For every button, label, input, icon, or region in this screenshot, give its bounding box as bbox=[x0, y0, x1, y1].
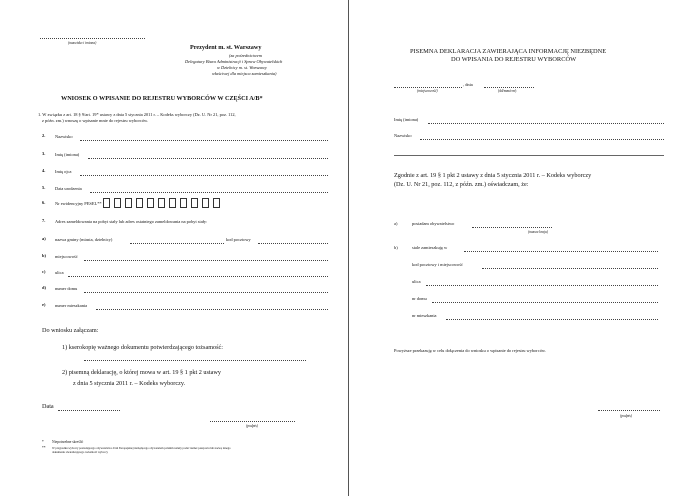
house-number-label: numer domu bbox=[55, 286, 78, 291]
surname-input[interactable] bbox=[80, 140, 328, 141]
item-a-number: a) bbox=[394, 221, 398, 226]
pesel-label: Nr ewidencyjny PESEL** bbox=[55, 201, 102, 206]
surname-label: Nazwisko bbox=[55, 134, 73, 139]
declaration-date-input[interactable] bbox=[484, 87, 534, 88]
addressee-line-1: (za pośrednictwem bbox=[229, 53, 262, 58]
attachment-2-line-2: z dnia 5 stycznia 2011 r. – Kodeks wyborczy. bbox=[73, 380, 186, 387]
flat-number-input[interactable] bbox=[446, 319, 658, 320]
first-names-label: Imię (imiona) bbox=[55, 152, 80, 157]
field-number: 5. bbox=[42, 185, 46, 190]
postal-code-label: kod pocztowy bbox=[226, 237, 251, 242]
residence-country-label: stale zamieszkuję w bbox=[412, 245, 448, 250]
flat-number-input[interactable] bbox=[96, 309, 328, 310]
postal-code-input[interactable] bbox=[258, 243, 328, 244]
application-heading: WNIOSEK O WPISANIE DO REJESTRU WYBORCÓW W CZĘŚCI A/B* bbox=[61, 95, 263, 102]
pesel-digit-box[interactable] bbox=[180, 198, 187, 208]
birth-date-input[interactable] bbox=[90, 192, 328, 193]
place-date-separator: , dnia bbox=[463, 82, 473, 87]
pesel-digit-box[interactable] bbox=[125, 198, 132, 208]
field-number: 3. bbox=[42, 151, 46, 156]
citizenship-label: posiadam obywatelstwo bbox=[412, 221, 455, 226]
flat-number-label: numer mieszkania bbox=[55, 303, 88, 308]
signature-caption: (podpis) bbox=[620, 414, 632, 418]
pesel-digit-box[interactable] bbox=[147, 198, 154, 208]
citizenship-input[interactable] bbox=[472, 227, 552, 228]
declaration-line-1: Zgodnie z art. 19 § 1 pkt 2 ustawy z dnia 5 stycznia 2011 r. – Kodeks wyborczy bbox=[394, 172, 592, 179]
field-number: 6. bbox=[42, 200, 46, 205]
intro-line-1: 1. W związku z art. 18 § 9/art. 19* ustawy z dnia 5 stycznia 2011 r. – Kodeks wyborczy (Dz. U. Nr 21, poz. 112, bbox=[38, 112, 236, 117]
section-separator bbox=[394, 155, 664, 156]
street-label: ulica bbox=[55, 270, 64, 275]
declaration-heading-line-1: PISEMNA DEKLARACJA ZAWIERAJĄCA INFORMACJĘ NIEZBĘDNE bbox=[410, 48, 607, 55]
street-input[interactable] bbox=[426, 285, 658, 286]
declaration-line-2: (Dz. U. Nr 21, poz. 112, z późn. zm.) oświadczam, że: bbox=[394, 181, 529, 188]
footnote-1: Niepotrzebne skreślić bbox=[52, 440, 84, 444]
attachment-1: 1) kserokopię ważnego dokumentu potwierdzającego tożsamość: bbox=[62, 344, 223, 351]
page-divider bbox=[348, 0, 349, 496]
footnote-2-line-1: W przypadku wyborcy posiadającego obywatelstwo Unii Europejskiej niebędącego obywatelem polskim należy podać numer paszportu lub nazwę innego bbox=[52, 446, 231, 450]
locality-input[interactable] bbox=[84, 260, 328, 261]
pesel-digit-box[interactable] bbox=[158, 198, 165, 208]
pesel-digit-box[interactable] bbox=[191, 198, 198, 208]
footnote-mark: ** bbox=[42, 446, 46, 450]
field-number: d) bbox=[42, 285, 46, 290]
attachments-title: Do wniosku załączam: bbox=[42, 327, 99, 334]
municipality-label: nazwa gminy (miasta, dzielnicy) bbox=[55, 237, 113, 242]
date-format-caption: (dd/mm/rrrr) bbox=[498, 89, 517, 93]
pesel-digit-box[interactable] bbox=[202, 198, 209, 208]
applicant-name-caption: (nazwisko i imiona) bbox=[68, 41, 97, 45]
first-names-input[interactable] bbox=[88, 158, 328, 159]
addressee-title: Prezydent m. st. Warszawy bbox=[190, 44, 262, 51]
residence-country-input[interactable] bbox=[464, 251, 658, 252]
identity-document-input[interactable] bbox=[84, 360, 306, 361]
country-caption: (nazwa kraju) bbox=[528, 230, 549, 234]
addressee-line-3: w Dzielnicy m. st. Warszawy bbox=[217, 65, 267, 70]
footnote-2-line-2: dokumentu stwierdzającego tożsamość wyborcy bbox=[52, 450, 108, 454]
address-heading: Adres zameldowania na pobyt stały lub adres ostatniego zameldowania na pobyt stały: bbox=[55, 219, 208, 224]
written-declaration-page bbox=[350, 0, 700, 496]
pesel-digit-box[interactable] bbox=[169, 198, 176, 208]
birth-date-label: Data urodzenia bbox=[55, 186, 82, 191]
field-number: 4. bbox=[42, 168, 46, 173]
date-label: Data bbox=[42, 403, 54, 410]
pesel-digit-box[interactable] bbox=[213, 198, 220, 208]
date-input[interactable] bbox=[58, 410, 120, 411]
voter-registration-application-page bbox=[0, 0, 348, 496]
item-b-number: b) bbox=[394, 245, 398, 250]
addressee-line-4: właściwej dla miejsca zamieszkania) bbox=[212, 71, 277, 76]
pesel-digit-box[interactable] bbox=[114, 198, 121, 208]
postal-locality-label: kod pocztowy i miejscowość bbox=[412, 262, 463, 267]
place-input[interactable] bbox=[394, 87, 462, 88]
father-name-input[interactable] bbox=[80, 175, 328, 176]
pesel-digit-box[interactable] bbox=[136, 198, 143, 208]
declaration-heading-line-2: DO WPISANIA DO REJESTRU WYBORCÓW bbox=[451, 56, 577, 63]
purpose-statement: Powyższe przekazuję w celu dołączenia do wniosku o wpisanie do rejestru wyborców. bbox=[394, 348, 546, 353]
field-number: c) bbox=[42, 269, 46, 274]
surname-input[interactable] bbox=[420, 139, 664, 140]
municipality-input[interactable] bbox=[130, 243, 224, 244]
house-number-input[interactable] bbox=[84, 292, 328, 293]
place-caption: (miejscowość) bbox=[417, 89, 438, 93]
locality-label: miejscowość bbox=[55, 254, 78, 259]
addressee-line-2: Delegatury Biura Administracji i Spraw Obywatelskich bbox=[185, 59, 283, 64]
intro-line-2: z późn. zm.) wnoszę o wpisanie mnie do rejestru wyborców. bbox=[42, 118, 149, 123]
field-number: e) bbox=[42, 302, 46, 307]
signature-caption: (podpis) bbox=[246, 424, 258, 428]
house-number-label: nr domu bbox=[412, 296, 427, 301]
father-name-label: Imię ojca bbox=[55, 169, 72, 174]
field-number: 7. bbox=[42, 218, 46, 223]
street-input[interactable] bbox=[68, 276, 328, 277]
pesel-digit-box[interactable] bbox=[103, 198, 110, 208]
surname-label: Nazwisko bbox=[394, 133, 412, 138]
first-names-input[interactable] bbox=[428, 123, 664, 124]
applicant-name-line[interactable] bbox=[40, 38, 145, 39]
field-number: b) bbox=[42, 253, 46, 258]
field-number: a) bbox=[42, 236, 46, 241]
attachment-2-line-1: 2) pisemną deklarację, o której mowa w art. 19 § 1 pkt 2 ustawy bbox=[62, 369, 221, 376]
signature-line[interactable] bbox=[210, 421, 295, 422]
first-names-label: Imię (imiona) bbox=[394, 117, 419, 122]
flat-number-label: nr mieszkania bbox=[412, 313, 437, 318]
field-number: 2. bbox=[42, 133, 46, 138]
postal-locality-input[interactable] bbox=[482, 268, 658, 269]
footnote-mark: * bbox=[42, 440, 44, 444]
house-number-input[interactable] bbox=[432, 302, 658, 303]
signature-line[interactable] bbox=[598, 410, 660, 411]
street-label: ulica bbox=[412, 279, 421, 284]
